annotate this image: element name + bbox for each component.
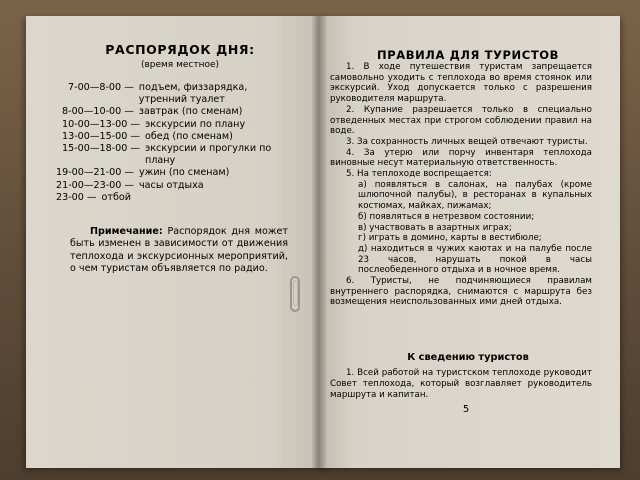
page-number: 5 — [462, 404, 470, 415]
schedule-activity: ужин (по сменам) — [139, 167, 230, 179]
schedule-row — [42, 131, 292, 143]
rule5-item: а) появляться в салонах, на палубах (кроме шлюпочной палубы), в ресторанах в купальных костюмах, майках, пижамах; — [358, 179, 592, 212]
schedule-list — [42, 82, 292, 204]
schedule-note — [70, 226, 288, 275]
schedule-row — [42, 143, 292, 167]
schedule-row — [42, 106, 292, 118]
schedule-time: 13-00—15-00 — — [62, 130, 140, 142]
schedule-activity: экскурсии по плану — [145, 118, 246, 130]
rule-paragraph: 6. Туристы, не подчиняющиеся правилам внутреннего распорядка, снимаются с маршрута без возмещения неиспользованных ими дней отдыха. — [330, 276, 592, 308]
rule5-item: г) играть в домино, карты в вестибюле; — [358, 233, 542, 244]
schedule-activity: отбой — [101, 191, 132, 203]
staple-inner-icon — [293, 280, 298, 306]
booklet-spine — [312, 16, 326, 468]
rules-list — [330, 62, 592, 308]
schedule-time: 7-00—8-00 — — [68, 82, 134, 93]
rule5-item: б) появляться в нетрезвом состоянии; — [358, 211, 535, 222]
rule-paragraph: 4. За утерю или порчу инвентаря теплохода виновные несут материальную ответственность. — [330, 147, 592, 169]
rule-paragraph: 5. На теплоходе воспрещается: — [346, 169, 492, 180]
note-text: Распорядок дня может быть изменен в зависимости от движения теплохода и экскурсионных мероприятий, о чем туристам объявляется по радио. — [70, 226, 288, 274]
schedule-activity: экскурсии и прогулки по плану — [145, 143, 272, 167]
section-heading: К сведению туристов — [407, 352, 529, 363]
schedule-row — [42, 192, 292, 204]
schedule-row — [42, 82, 292, 106]
rule5-item: в) участвовать в азартных играх; — [358, 222, 512, 233]
rule5-sublist — [330, 180, 592, 276]
note-heading: Примечание: — [90, 226, 163, 237]
schedule-row — [42, 119, 292, 131]
schedule-time: 8-00—10-00 — — [62, 106, 134, 118]
schedule-activity: подъем, физзарядка, утренний туалет — [138, 82, 248, 106]
schedule-time: 21-00—23-00 — — [56, 179, 134, 191]
section-paragraph: 1. Всей работой на туристском теплоходе руководит Совет теплохода, который возглавляет руководитель маршрута и капитан. — [330, 368, 592, 400]
schedule-subtitle: (время местное) — [140, 60, 220, 70]
schedule-time: 15-00—18-00 — — [62, 143, 140, 155]
schedule-row — [42, 167, 292, 179]
schedule-activity: часы отдыха — [139, 179, 204, 191]
schedule-time: 10-00—13-00 — — [62, 118, 140, 130]
schedule-activity: завтрак (по сменам) — [138, 106, 243, 118]
schedule-row — [42, 180, 292, 192]
rule-paragraph: 1. В ходе путешествия туристам запрещается самовольно уходить с теплохода во время стоянок или экскурсий. Уход допускается только с разрешения руководителя маршрута. — [330, 62, 592, 105]
rule5-item: д) находиться в чужих каютах и на палубе после 23 часов, нарушать покой в часы послеобеденного отдыха и в ночное время. — [358, 243, 592, 276]
schedule-time: 19-00—21-00 — — [56, 167, 134, 179]
schedule-title: РАСПОРЯДОК ДНЯ: — [105, 42, 255, 57]
schedule-time: 23-00 — — [56, 191, 97, 203]
rule-paragraph: 2. Купание разрешается только в специально отведенных местах при строгом соблюдении правил на воде. — [330, 104, 592, 137]
rule-paragraph: 3. За сохранность личных вещей отвечают туристы. — [346, 136, 588, 147]
rules-title: ПРАВИЛА ДЛЯ ТУРИСТОВ — [376, 48, 560, 62]
schedule-activity: обед (по сменам) — [145, 130, 233, 142]
